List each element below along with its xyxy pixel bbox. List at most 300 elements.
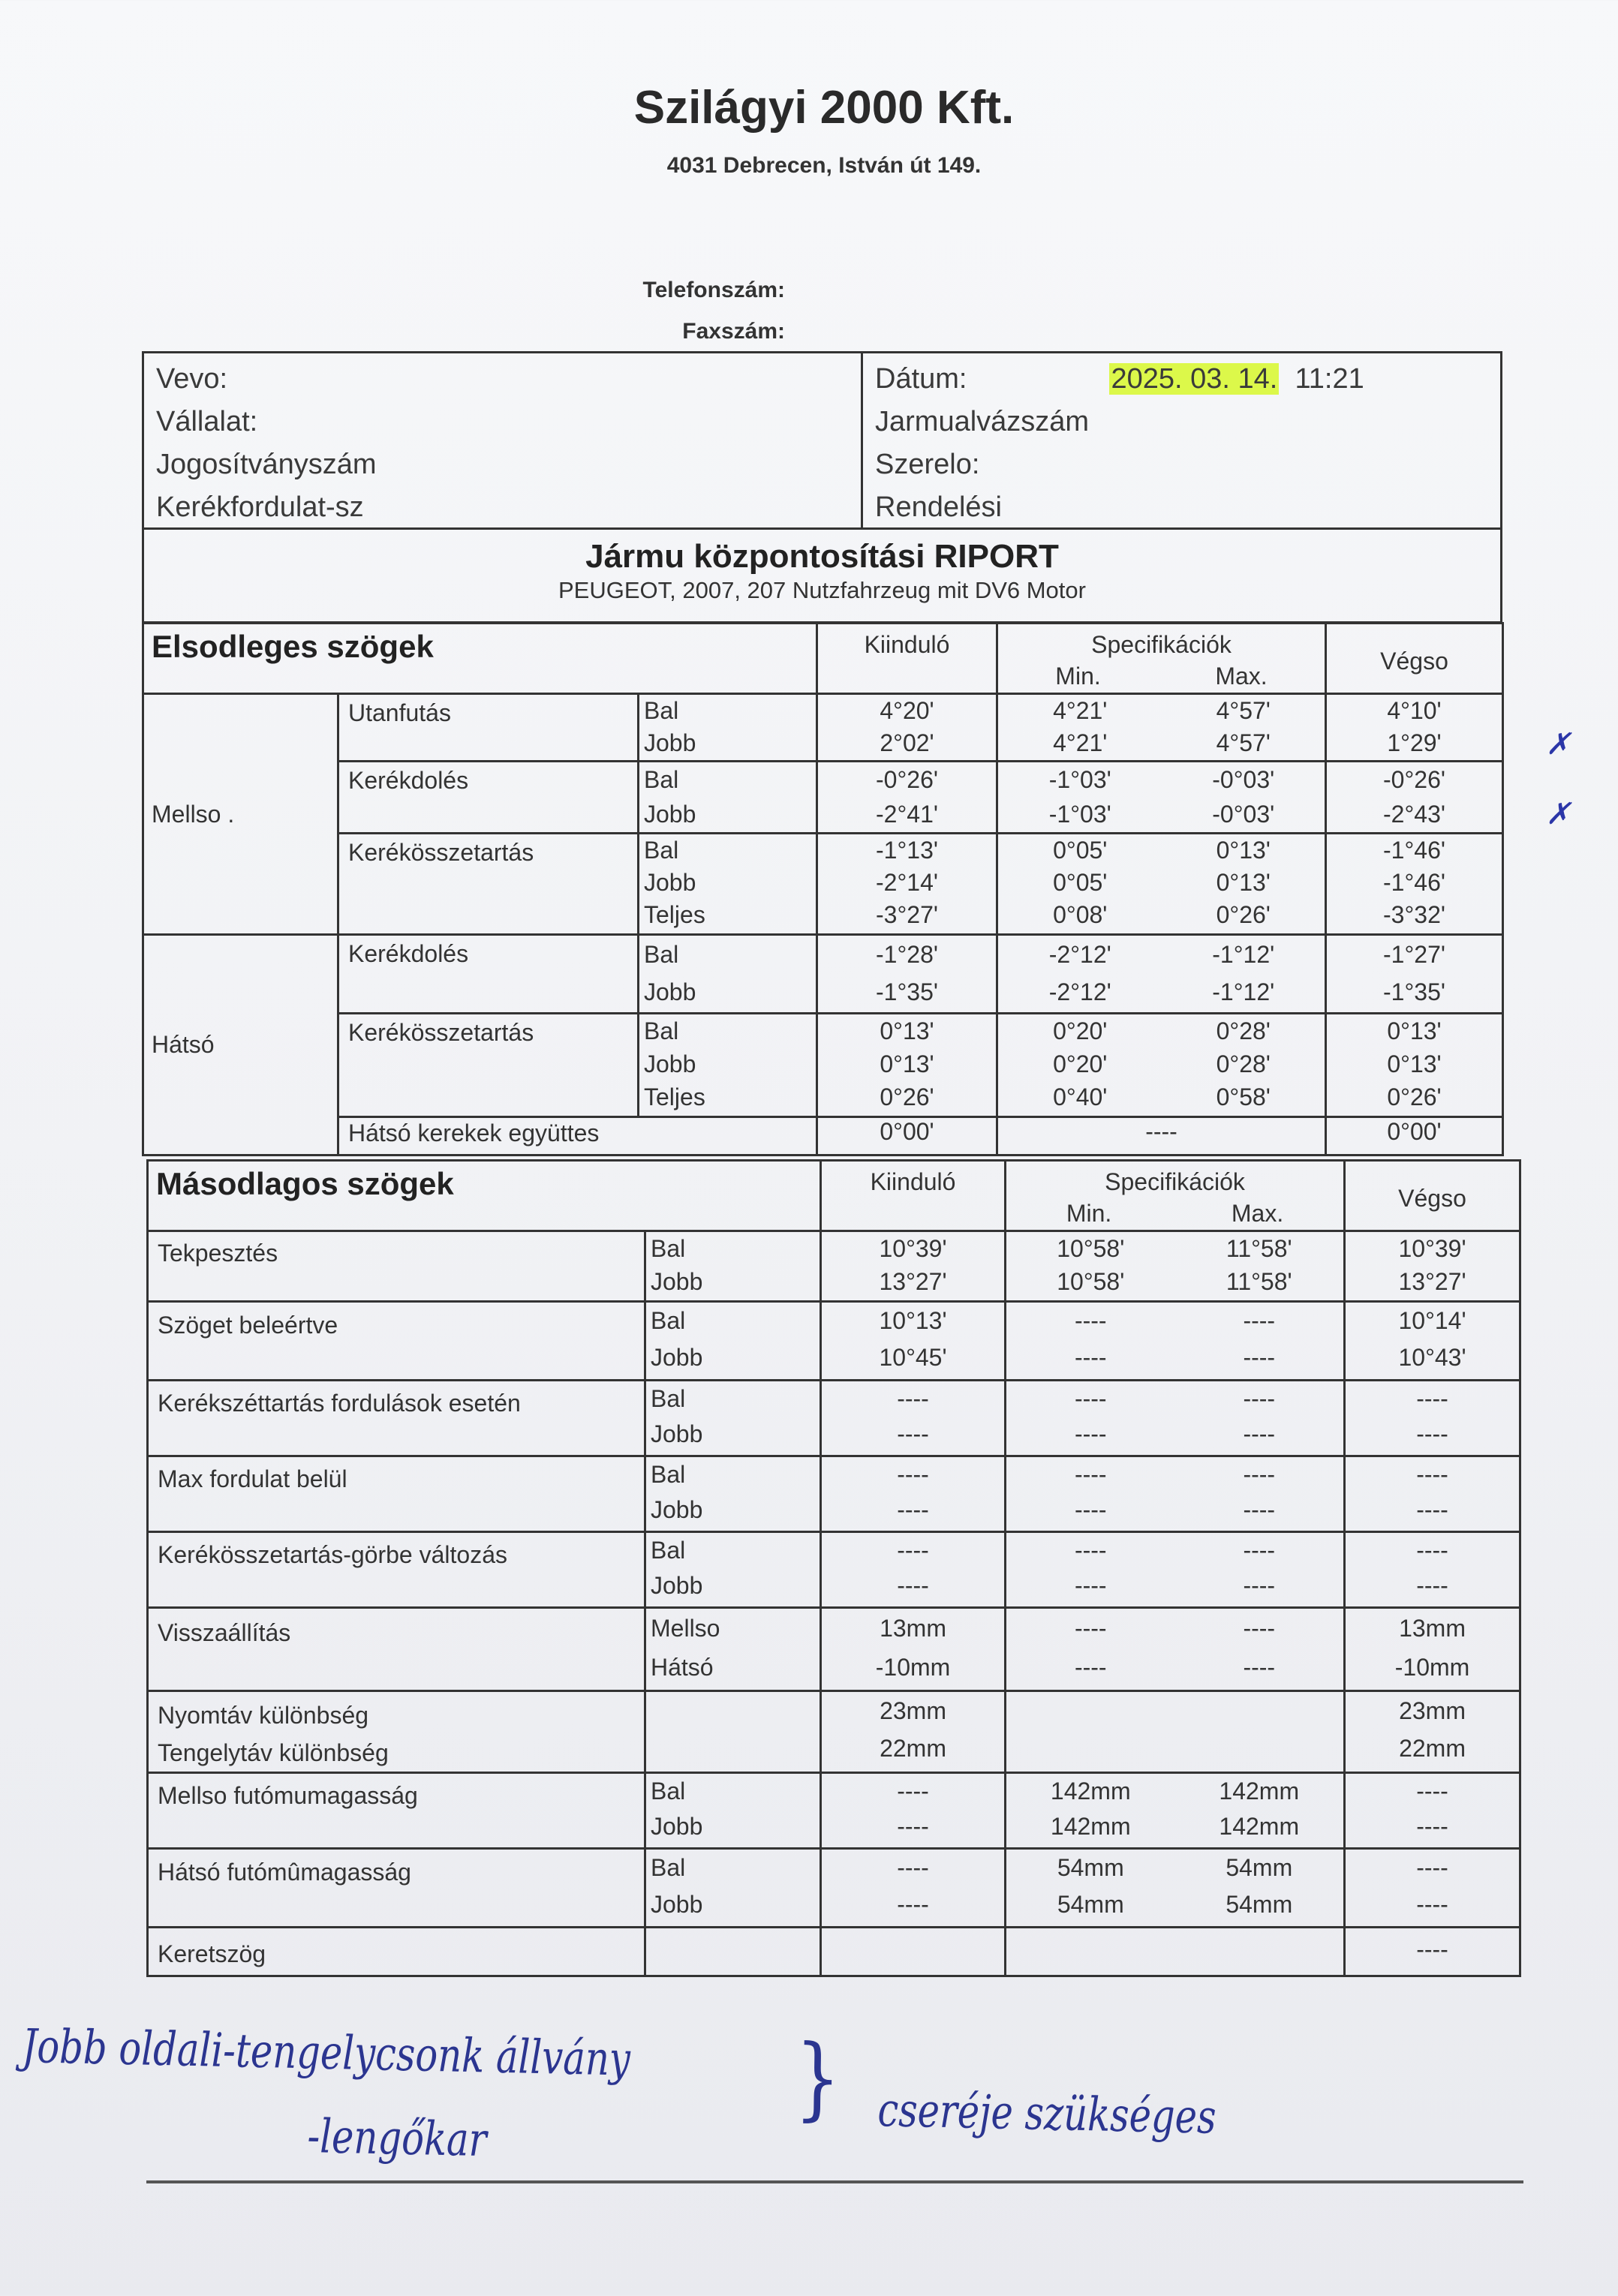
order-label: Rendelési [875, 491, 1002, 523]
column-header-row [143, 624, 1503, 694]
spec-min-value-line: 0°20' [1053, 1017, 1108, 1044]
spec-max-value [1175, 1532, 1345, 1608]
final-value [1345, 1928, 1520, 1976]
angle-name: Kerékdolés [338, 935, 639, 1014]
spec-min-value-line [1006, 1928, 1175, 1970]
measurement-group-row [148, 1849, 1520, 1928]
angle-name: Hátsó kerekek együttes [338, 1117, 817, 1156]
final-value [1345, 1231, 1520, 1302]
final-value-line: ---- [1416, 1385, 1448, 1412]
handwritten-brace: } [794, 2026, 842, 2132]
spec-max-value-line: 0°58' [1216, 1083, 1271, 1110]
spec-min-value-line: ---- [1074, 1420, 1107, 1447]
license-label: Jogosítványszám [156, 449, 377, 480]
spec-column-header [997, 624, 1326, 694]
handwritten-note-line2: -lengőkar [306, 2108, 487, 2168]
side-label-line [651, 1692, 820, 1730]
spec-min-value [997, 1014, 1162, 1117]
section-title: Másodlagos szögek [148, 1161, 821, 1231]
company-address: 4031 Debrecen, István út 149. [666, 153, 982, 178]
spec-max-value [1175, 1773, 1345, 1849]
initial-value-line: -0°26' [876, 766, 938, 793]
max-label: Max. [1231, 1200, 1284, 1227]
final-value-line: 0°26' [1387, 1083, 1442, 1110]
initial-value-line [822, 1928, 1004, 1970]
spec-min-value [1006, 1231, 1175, 1302]
min-max-labels [1006, 1198, 1343, 1229]
spec-max-value-line: ---- [1243, 1385, 1276, 1412]
final-value [1345, 1773, 1520, 1849]
spec-max-value-line: ---- [1243, 1572, 1276, 1599]
spec-max-value-line [1175, 1928, 1344, 1970]
angle-name-line: Visszaállítás [158, 1619, 291, 1646]
final-value-line: ---- [1416, 1461, 1448, 1488]
final-value-line: ---- [1416, 1854, 1448, 1881]
angle-name-line: Tengelytáv különbség [158, 1739, 389, 1766]
final-value [1326, 694, 1571, 762]
side-label-line: Bal [644, 1017, 679, 1044]
measurement-group-row [148, 1302, 1520, 1381]
section-title: Elsodleges szögek [143, 624, 817, 694]
spec-min-value-line: ---- [1074, 1496, 1107, 1523]
initial-value [821, 1231, 1006, 1302]
mechanic-label: Szerelo: [875, 449, 980, 480]
spec-max-value [1175, 1302, 1345, 1381]
phone-label: Telefonszám: [642, 278, 785, 302]
spec-min-value [1006, 1773, 1175, 1849]
final-value-line: -1°27' [1383, 941, 1445, 968]
measurement-group-row [143, 935, 1503, 1014]
secondary-angles-table [146, 1159, 1521, 1977]
measurement-group-row [148, 1608, 1520, 1691]
angle-name-line: Tekpesztés [158, 1240, 278, 1267]
customer-fields [144, 353, 863, 527]
axle-label: Mellso . [143, 694, 338, 935]
initial-value-line: ---- [897, 1537, 929, 1564]
angle-name-line: Szöget beleértve [158, 1312, 338, 1339]
spec-min-value-line: ---- [1074, 1461, 1107, 1488]
initial-value-line: 0°13' [880, 1017, 934, 1044]
final-value-line: ---- [1416, 1496, 1448, 1523]
side-label-line: Bal [651, 1778, 686, 1805]
min-label: Min. [1055, 663, 1101, 690]
spec-max-value-line: 0°13' [1216, 869, 1271, 896]
report-title-box [142, 527, 1502, 624]
spec-min-value-line: 10°58' [1057, 1235, 1125, 1262]
spec-min-value-line: ---- [1074, 1572, 1107, 1599]
spec-min-value-line: ---- [1074, 1615, 1107, 1642]
side-label-line: Jobb [651, 1813, 703, 1840]
spec-min-value-line: 0°40' [1053, 1083, 1108, 1110]
spec-max-value-line: ---- [1243, 1344, 1276, 1371]
spec-min-value [997, 762, 1162, 834]
side-label-line: Teljes [644, 1083, 705, 1110]
angle-name-line: Max fordulat belül [158, 1465, 347, 1492]
spec-max-value-line: ---- [1243, 1537, 1276, 1564]
spec-max-value-line: 11°58' [1226, 1235, 1292, 1262]
customer-info-box [142, 351, 1502, 530]
max-label: Max. [1215, 663, 1268, 690]
spec-max-value [1175, 1608, 1345, 1691]
spec-max-value [1162, 834, 1326, 935]
final-value-line: ---- [1416, 1572, 1448, 1599]
buyer-label: Vevo: [156, 363, 228, 395]
side-label [645, 1773, 821, 1849]
spec-min-value-line: ---- [1074, 1537, 1107, 1564]
spec-max-value-line: -1°12' [1212, 978, 1275, 1005]
spec-min-value [1006, 1849, 1175, 1928]
side-label [645, 1456, 821, 1532]
vehicle-fields [863, 353, 1364, 527]
measurement-group-row [148, 1381, 1520, 1456]
measurement-group-row [148, 1928, 1520, 1976]
angle-name: Kerékdolés [338, 762, 639, 834]
spec-max-value-line: -1°12' [1212, 941, 1275, 968]
initial-value-line: -10mm [875, 1654, 951, 1681]
spec-min-value [1006, 1532, 1175, 1608]
initial-value-line: 0°13' [880, 1050, 934, 1077]
angle-name [148, 1381, 645, 1456]
initial-value [821, 1773, 1006, 1849]
initial-value-line: 10°45' [879, 1344, 947, 1371]
initial-value-line: 13mm [880, 1615, 946, 1642]
initial-value [817, 1014, 997, 1117]
initial-value-line: 23mm [880, 1697, 946, 1724]
final-value-line: 23mm [1399, 1697, 1466, 1724]
initial-value [817, 935, 997, 1014]
final-value-line: -10mm [1394, 1654, 1470, 1681]
spec-min-value-line: 0°05' [1053, 869, 1108, 896]
spec-max-value-line: -0°03' [1212, 766, 1275, 793]
final-value [1326, 834, 1503, 935]
initial-value-line: 10°39' [879, 1235, 947, 1262]
angle-name-line: Kerékösszetartás-görbe változás [158, 1541, 507, 1568]
side-label-line [651, 1730, 820, 1767]
final-value-line: ---- [1416, 1778, 1448, 1805]
side-label [639, 834, 817, 935]
spec-max-value-line: ---- [1243, 1461, 1276, 1488]
side-label-line: Bal [651, 1307, 686, 1334]
min-max-labels [998, 660, 1325, 692]
company-name: Szilágyi 2000 Kft. [633, 82, 1015, 134]
spec-label: Specifikációk [1091, 631, 1232, 658]
report-title: Jármu központosítási RIPORT [585, 538, 1059, 575]
measurement-group-row [148, 1691, 1520, 1773]
initial-value-line: ---- [897, 1891, 929, 1918]
spec-max-value [1175, 1849, 1345, 1928]
side-label-line: Jobb [651, 1496, 703, 1523]
spec-min-value [1006, 1302, 1175, 1381]
spec-min-value-line: 54mm [1057, 1891, 1124, 1918]
spec-max-value [1162, 1014, 1326, 1117]
side-label-line: Bal [651, 1461, 686, 1488]
side-label [645, 1608, 821, 1691]
initial-value-line: 22mm [880, 1735, 946, 1762]
spec-min-value [1006, 1608, 1175, 1691]
spec-min-value-line: ---- [1074, 1654, 1107, 1681]
side-label [645, 1302, 821, 1381]
side-label-line: Jobb [651, 1572, 703, 1599]
side-label-line: Jobb [644, 729, 696, 756]
initial-column-header: Kiinduló [817, 624, 997, 694]
spec-max-value-line: 11°58' [1226, 1268, 1292, 1295]
final-value-line: ---- [1416, 1420, 1448, 1447]
spec-label: Specifikációk [1105, 1168, 1245, 1195]
initial-value [817, 694, 997, 762]
final-value-line: 10°39' [1398, 1235, 1466, 1262]
spec-min-value [1006, 1928, 1175, 1976]
side-label-line: Jobb [651, 1891, 703, 1918]
initial-value [821, 1381, 1006, 1456]
final-value-line: ---- [1416, 1537, 1448, 1564]
spec-max-value-line: 4°57' [1216, 729, 1271, 756]
initial-value [821, 1532, 1006, 1608]
angle-name-line: Kerékszéttartás fordulások esetén [158, 1390, 521, 1417]
angle-name-line: Mellso futómumagasság [158, 1782, 418, 1809]
angle-name [148, 1928, 645, 1976]
final-value [1345, 1456, 1520, 1532]
final-value [1326, 1014, 1503, 1117]
spec-max-value-line: 54mm [1226, 1854, 1293, 1881]
side-label-line: Bal [644, 766, 679, 793]
initial-value-line: ---- [897, 1420, 929, 1447]
final-value-line: 0°13' [1387, 1017, 1442, 1044]
spec-min-value-line: 4°21' [1053, 697, 1108, 724]
spec-max-value-line [1175, 1692, 1344, 1730]
side-label-line: Bal [644, 837, 679, 864]
initial-value-line: -3°27' [876, 901, 938, 928]
spec-max-value [1175, 1691, 1345, 1773]
angle-name: Kerékösszetartás [338, 1014, 639, 1117]
initial-value [817, 834, 997, 935]
initial-value [821, 1456, 1006, 1532]
side-label-line: Jobb [644, 978, 696, 1005]
final-value-line: -2°43' [1383, 801, 1445, 828]
signature-line [146, 2180, 1523, 2183]
initial-value [821, 1849, 1006, 1928]
angle-name [148, 1302, 645, 1381]
spec-min-value-line: -1°03' [1048, 766, 1111, 793]
angle-name: Utanfutás [338, 694, 639, 762]
spec-max-value-line: 0°13' [1216, 837, 1271, 864]
date-value: 2025. 03. 14. [1111, 363, 1278, 395]
angle-name [148, 1608, 645, 1691]
final-value-line: 10°43' [1398, 1344, 1466, 1371]
spec-max-value-line: ---- [1243, 1496, 1276, 1523]
side-label-line: Jobb [644, 801, 696, 828]
angle-name [148, 1532, 645, 1608]
spec-min-value-line: 4°21' [1053, 729, 1108, 756]
spec-min-value-line [1006, 1692, 1175, 1730]
initial-value-line: -1°28' [876, 941, 938, 968]
side-label [645, 1691, 821, 1773]
handwritten-note-line1: Jobb oldali-tengelycsonk állvány [21, 2018, 631, 2087]
final-value [1345, 1381, 1520, 1456]
final-value-line: -0°26' [1383, 766, 1445, 793]
final-value-line: 10°14' [1398, 1307, 1466, 1334]
side-label-line: Jobb [644, 1050, 696, 1077]
angle-name: Kerékösszetartás [338, 834, 639, 935]
final-value-line: 13mm [1399, 1615, 1466, 1642]
angle-name-line: Nyomtáv különbség [158, 1702, 369, 1729]
initial-value [821, 1691, 1006, 1773]
initial-value-line: -1°13' [876, 837, 938, 864]
final-value-line: 0°13' [1387, 1050, 1442, 1077]
spec-max-value [1162, 935, 1326, 1014]
side-label-line: Jobb [651, 1420, 703, 1447]
company-label: Vállalat: [156, 406, 258, 437]
side-label-line: Bal [644, 941, 679, 968]
spec-max-value-line: 54mm [1226, 1891, 1293, 1918]
final-value-line: 22mm [1399, 1735, 1466, 1762]
spec-min-value [997, 834, 1162, 935]
axle-label: Hátsó [143, 935, 338, 1156]
side-label-line: Bal [651, 1854, 686, 1881]
column-header-row [148, 1161, 1520, 1231]
initial-value [821, 1302, 1006, 1381]
side-label [639, 694, 817, 762]
spec-min-value-line [1006, 1730, 1175, 1767]
initial-value-line: ---- [897, 1854, 929, 1881]
spec-min-value [1006, 1456, 1175, 1532]
time-value: 11:21 [1295, 363, 1364, 395]
spec-min-value-line: -2°12' [1048, 941, 1111, 968]
measurement-group-row [148, 1456, 1520, 1532]
side-label-line: Jobb [651, 1268, 703, 1295]
spec-min-value-line: 10°58' [1057, 1268, 1125, 1295]
side-label [645, 1532, 821, 1608]
side-label [639, 1014, 817, 1117]
side-label-line: Teljes [644, 901, 705, 928]
angle-name [148, 1231, 645, 1302]
spec-max-value [1175, 1381, 1345, 1456]
spec-max-value-line: 0°26' [1216, 901, 1271, 928]
spec-max-value-line: -0°03' [1212, 801, 1275, 828]
initial-value-line: ---- [897, 1385, 929, 1412]
final-column-header: Végso [1326, 624, 1503, 694]
spec-min-value-line: ---- [1074, 1344, 1107, 1371]
initial-value-line: ---- [897, 1496, 929, 1523]
initial-value-line: -2°41' [876, 801, 938, 828]
measurement-group-row [143, 1014, 1503, 1117]
spec-min-value-line: -1°03' [1048, 801, 1111, 828]
angle-name-line: Hátsó futómûmagasság [158, 1859, 411, 1886]
final-value-line: ---- [1416, 1813, 1448, 1840]
spec-min-value [1006, 1691, 1175, 1773]
spec-max-value [1175, 1231, 1345, 1302]
spec-max-value-line: 4°57' [1216, 697, 1271, 724]
final-value [1345, 1302, 1520, 1381]
initial-value-line: ---- [897, 1778, 929, 1805]
initial-value-line: -2°14' [876, 869, 938, 896]
side-label [645, 1928, 821, 1976]
final-value [1345, 1691, 1520, 1773]
spec-min-value [997, 694, 1162, 762]
spec-max-value-line: ---- [1243, 1654, 1276, 1681]
date-row [875, 358, 1364, 401]
initial-column-header: Kiinduló [821, 1161, 1006, 1231]
spec-max-value-line: 142mm [1219, 1813, 1300, 1840]
side-label-line: Bal [644, 697, 679, 724]
side-label [639, 935, 817, 1014]
final-value [1326, 935, 1503, 1014]
side-label [645, 1381, 821, 1456]
initial-value-line: 0°26' [880, 1083, 934, 1110]
measurement-group-row [148, 1773, 1520, 1849]
side-label-line: Bal [651, 1537, 686, 1564]
spec-max-value-line: ---- [1243, 1307, 1276, 1334]
initial-value-line: 13°27' [879, 1268, 947, 1295]
initial-value-line: 2°02' [880, 729, 934, 756]
final-value-line: -1°46' [1383, 837, 1445, 864]
spec-max-value-line: ---- [1243, 1615, 1276, 1642]
final-column-header: Végso [1345, 1161, 1520, 1231]
final-value [1345, 1532, 1520, 1608]
spec-column-header [1006, 1161, 1345, 1231]
final-value [1345, 1849, 1520, 1928]
final-value-line: -1°46' [1383, 869, 1445, 896]
side-label [645, 1849, 821, 1928]
side-label [645, 1231, 821, 1302]
spec-max-value-line [1175, 1730, 1344, 1767]
initial-value-line: 10°13' [879, 1307, 947, 1334]
final-value-line: 1°29' [1387, 729, 1442, 756]
side-label-line: Bal [651, 1235, 686, 1262]
final-value-line: -3°32' [1383, 901, 1445, 928]
check-mark-icon: ✗ [1545, 798, 1571, 831]
spec-min-value-line: 0°05' [1053, 837, 1108, 864]
spec-max-value-line: 142mm [1219, 1778, 1300, 1805]
initial-value-line: -1°35' [876, 978, 938, 1005]
initial-value-line: ---- [897, 1572, 929, 1599]
final-value-line: -1°35' [1383, 978, 1445, 1005]
spec-max-value-line: 0°28' [1216, 1017, 1271, 1044]
initial-value: 0°00' [817, 1117, 997, 1156]
angle-name [148, 1773, 645, 1849]
date-label: Dátum: [875, 363, 967, 395]
final-value-line: 4°10' [1387, 697, 1442, 724]
spec-max-value [1162, 694, 1326, 762]
angle-name [148, 1849, 645, 1928]
side-label-line: Hátsó [651, 1654, 714, 1681]
mileage-label: Kerékfordulat-sz [156, 491, 364, 523]
angle-name [148, 1691, 645, 1773]
spec-min-value-line: -2°12' [1048, 978, 1111, 1005]
final-value-line: ---- [1416, 1891, 1448, 1918]
spec-max-value [1175, 1928, 1345, 1976]
min-label: Min. [1066, 1200, 1112, 1227]
spec-min-value-line: 142mm [1050, 1778, 1131, 1805]
vin-label: Jarmualvázszám [875, 406, 1090, 437]
initial-value-line: ---- [897, 1813, 929, 1840]
angle-name [148, 1456, 645, 1532]
final-value: 0°00' [1326, 1117, 1503, 1156]
vehicle-description: PEUGEOT, 2007, 207 Nutzfahrzeug mit DV6 Motor [558, 577, 1086, 603]
final-value-line: ---- [1416, 1936, 1448, 1963]
spec-min-value [997, 935, 1162, 1014]
side-label [639, 762, 817, 834]
side-label-line [651, 1928, 820, 1970]
spec-min-value-line: 0°08' [1053, 901, 1108, 928]
initial-value [821, 1928, 1006, 1976]
spec-min-value-line: 142mm [1050, 1813, 1131, 1840]
spec-min-value-line: 54mm [1057, 1854, 1124, 1881]
final-value [1345, 1608, 1520, 1691]
rear-combined-row [143, 1117, 1503, 1156]
primary-angles-table [142, 622, 1571, 1156]
spec-min-value [1006, 1381, 1175, 1456]
spec-max-value [1162, 762, 1326, 834]
